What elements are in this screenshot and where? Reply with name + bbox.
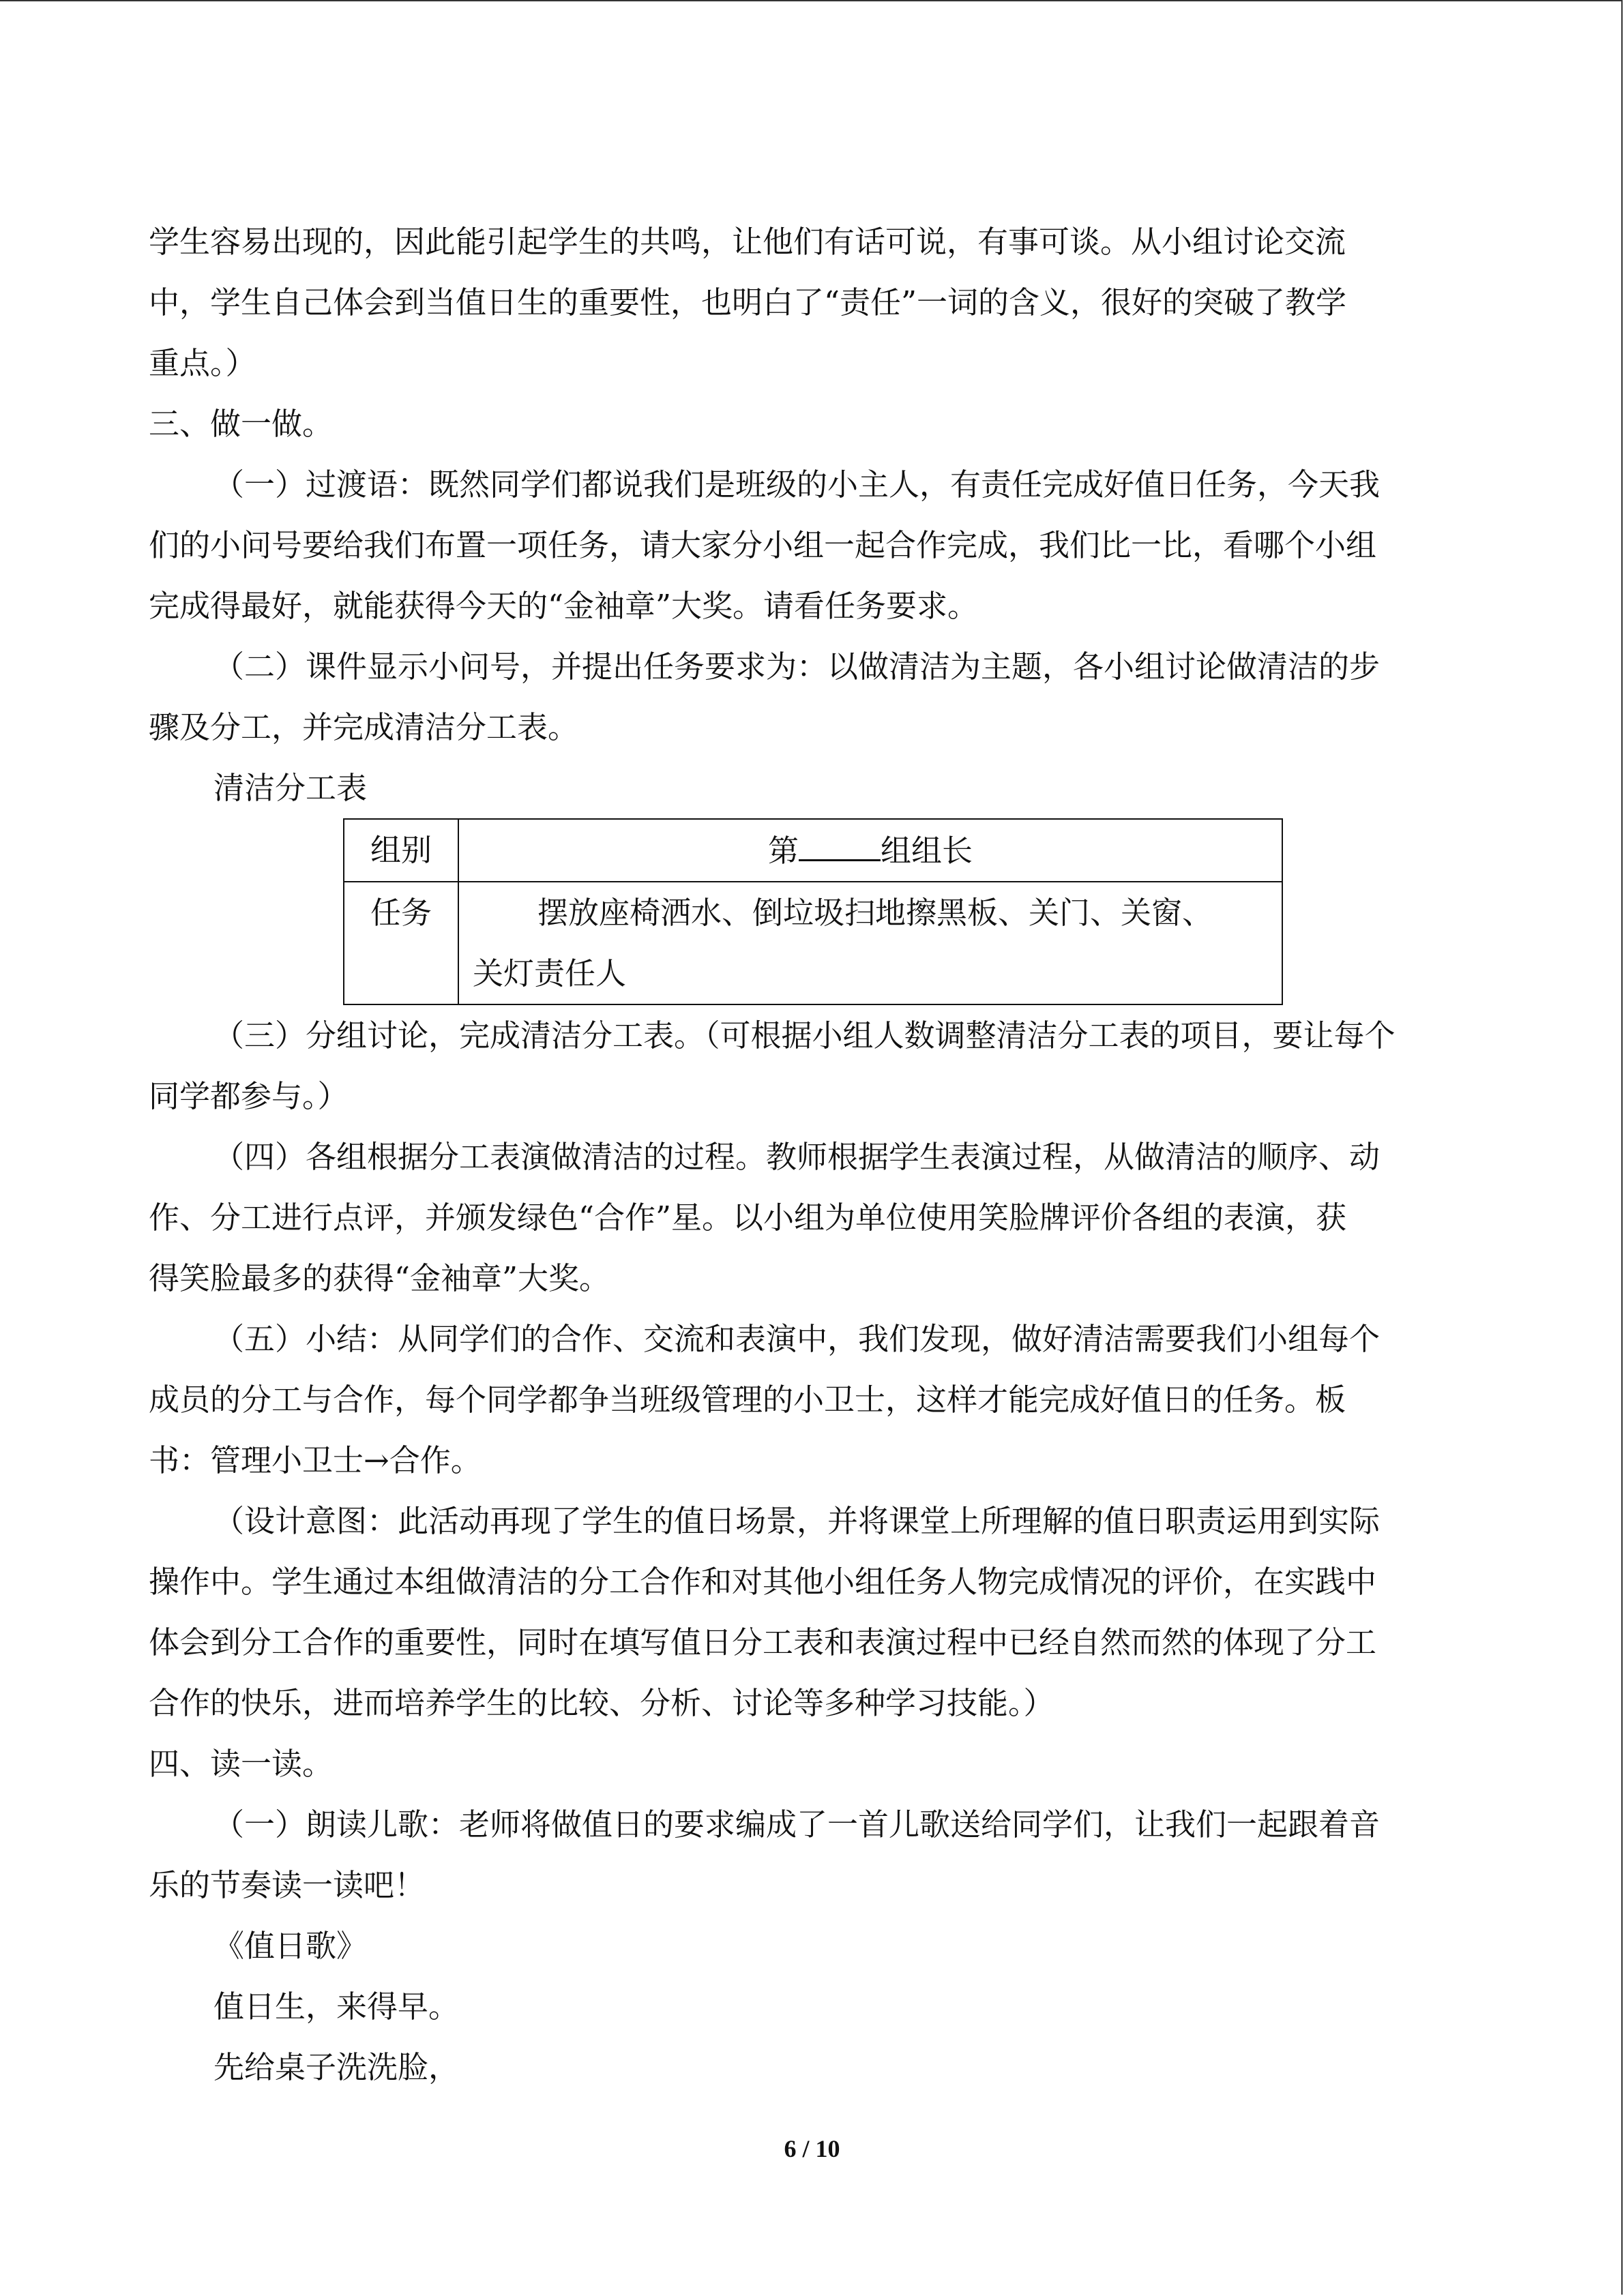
paragraph-line: 骤及分工，并完成清洁分工表。 [149,709,579,745]
table-cell-group-value [458,819,1282,882]
table-caption: 清洁分工表 [213,770,368,806]
paragraph-group-bottom [149,1005,1479,2098]
paragraph-line: 值日生，来得早。 [213,1988,460,2025]
paragraph-line: （一）朗读儿歌：老师将做值日的要求编成了一首儿歌送给同学们，让我们一起跟着音 [213,1806,1381,1843]
paragraph-line: 四、读一读。 [149,1746,334,1782]
table-cell-task-value [458,882,1282,1004]
paragraph-line: 书：管理小卫士→合作。 [149,1442,482,1478]
task-line-1: 摆放座椅洒水、倒垃圾扫地擦黑板、关门、关窗、 [537,895,1213,931]
paragraph-line: 作、分工进行点评，并颁发绿色“合作”星。以小组为单位使用笑脸牌评价各组的表演，获 [149,1199,1347,1236]
document-body [149,211,1479,2098]
paragraph-line: 体会到分工合作的重要性，同时在填写值日分工表和表演过程中已经自然而然的体现了分工 [149,1624,1377,1660]
task-line-2: 关灯责任人 [473,955,627,992]
paragraph-line: 三、做一做。 [149,406,334,442]
paragraph-group-top [149,211,1479,758]
table-row [344,882,1282,1004]
group-number-blank [799,820,881,861]
paragraph-line: （一）过渡语：既然同学们都说我们是班级的小主人，有责任完成好值日任务，今天我 [213,466,1381,503]
paragraph-line: 完成得最好，就能获得今天的“金袖章”大奖。请看任务要求。 [149,588,979,624]
group-prefix: 第 [767,833,799,869]
paragraph-line: （设计意图：此活动再现了学生的值日场景，并将课堂上所理解的值日职责运用到实际 [213,1503,1381,1539]
paragraph-line: 成员的分工与合作，每个同学都争当班级管理的小卫士，这样才能完成好值日的任务。板 [149,1382,1346,1418]
table-cell-task-label: 任务 [344,882,458,1004]
page-number: 6 / 10 [784,2135,840,2162]
paragraph-line: 《值日歌》 [213,1928,368,1964]
group-suffix: 组组长 [881,833,973,869]
table-row [344,819,1282,882]
paragraph-line: （五）小结：从同学们的合作、交流和表演中，我们发现，做好清洁需要我们小组每个 [213,1321,1381,1357]
paragraph-line: 重点。） [149,345,256,381]
paragraph-line: 得笑脸最多的获得“金袖章”大奖。 [149,1260,610,1296]
paragraph-line: 学生容易出现的，因此能引起学生的共鸣，让他们有话可说，有事可谈。从小组讨论交流 [149,224,1346,260]
paragraph-line: 们的小问号要给我们布置一项任务，请大家分小组一起合作完成，我们比一比，看哪个小组 [149,527,1377,563]
paragraph-line: 乐的节奏读一读吧！ [149,1867,426,1903]
paragraph-line: 中，学生自己体会到当值日生的重要性，也明白了“责任”一词的含义，很好的突破了教学 [149,284,1347,320]
paragraph-line: 先给桌子洗洗脸， [213,2049,460,2085]
paragraph-line: （三）分组讨论，完成清洁分工表。（可根据小组人数调整清洁分工表的项目，要让每个 [213,1017,1396,1054]
paragraph-line: （二）课件显示小问号，并提出任务要求为：以做清洁为主题，各小组讨论做清洁的步 [213,648,1381,685]
paragraph-line: 同学都参与。） [149,1078,349,1114]
paragraph-line: （四）各组根据分工表演做清洁的过程。教师根据学生表演过程，从做清洁的顺序、动 [213,1139,1381,1175]
table-cell-group-label: 组别 [344,819,458,882]
paragraph-line: 合作的快乐，进而培养学生的比较、分析、讨论等多种学习技能。） [149,1685,1054,1721]
cleaning-assignment-table [343,818,1283,1005]
paragraph-line: 操作中。学生通过本组做清洁的分工合作和对其他小组任务人物完成情况的评价，在实践中 [149,1564,1377,1600]
